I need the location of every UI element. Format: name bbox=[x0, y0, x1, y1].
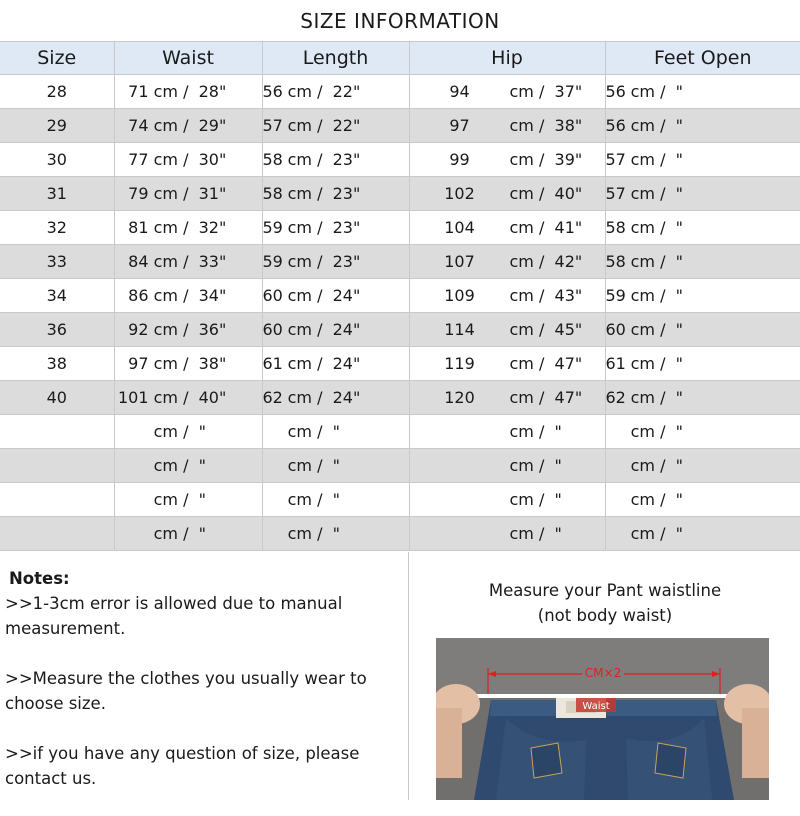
cm-unit: cm / bbox=[630, 116, 676, 135]
length-inch: 23 bbox=[332, 252, 353, 271]
cm-unit: cm / bbox=[630, 218, 676, 237]
length-cell bbox=[262, 415, 409, 449]
cm-unit: cm / bbox=[153, 82, 199, 101]
inch-mark: " bbox=[218, 388, 227, 407]
waist-cm: 71 bbox=[128, 82, 149, 101]
size-cell bbox=[0, 483, 114, 517]
waist-cm: 81 bbox=[128, 218, 149, 237]
table-row bbox=[0, 517, 800, 551]
length-inch: 24 bbox=[332, 388, 353, 407]
waist-cm: 79 bbox=[128, 184, 149, 203]
inch-mark: " bbox=[332, 524, 340, 543]
waist-cell bbox=[114, 313, 262, 347]
feet-open-cell bbox=[605, 347, 800, 381]
cm-unit: cm / bbox=[509, 524, 555, 543]
cm-unit: cm / bbox=[509, 184, 555, 203]
hip-cm: 94 bbox=[449, 82, 470, 101]
inch-mark: " bbox=[218, 218, 227, 237]
inch-mark: " bbox=[675, 184, 683, 203]
feet-cm: 57 bbox=[605, 184, 626, 203]
waist-inch: 31 bbox=[198, 184, 219, 203]
cm-unit: cm / bbox=[287, 218, 333, 237]
inch-mark: " bbox=[574, 354, 583, 373]
cm-unit: cm / bbox=[153, 218, 199, 237]
hip-inch: 47 bbox=[554, 388, 575, 407]
waist-inch: 36 bbox=[198, 320, 219, 339]
length-cm: 59 bbox=[262, 252, 283, 271]
cm-unit: cm / bbox=[153, 456, 199, 475]
waist-cell bbox=[114, 517, 262, 551]
waist-inch: 29 bbox=[198, 116, 219, 135]
table-row bbox=[0, 279, 800, 313]
feet-open-cell bbox=[605, 313, 800, 347]
cm-unit: cm / bbox=[509, 320, 555, 339]
feet-cm: 57 bbox=[605, 150, 626, 169]
hip-cm: 104 bbox=[444, 218, 475, 237]
cm-unit: cm / bbox=[287, 388, 333, 407]
inch-mark: " bbox=[352, 82, 361, 101]
inch-mark: " bbox=[352, 388, 361, 407]
inch-mark: " bbox=[554, 524, 562, 543]
size-chart-table bbox=[0, 41, 800, 551]
cm-unit: cm / bbox=[287, 490, 333, 509]
hip-cm: 99 bbox=[449, 150, 470, 169]
feet-open-cell bbox=[605, 381, 800, 415]
table-row bbox=[0, 109, 800, 143]
feet-open-cell bbox=[605, 211, 800, 245]
hip-cm: 114 bbox=[444, 320, 475, 339]
inch-mark: " bbox=[352, 286, 361, 305]
inch-mark: " bbox=[574, 218, 583, 237]
inch-mark: " bbox=[352, 184, 361, 203]
length-cm: 60 bbox=[262, 320, 283, 339]
cm-unit: cm / bbox=[153, 116, 199, 135]
cm-unit: cm / bbox=[287, 422, 333, 441]
header-waist: Waist bbox=[114, 42, 262, 75]
hip-inch: 40 bbox=[554, 184, 575, 203]
table-row bbox=[0, 381, 800, 415]
cm-unit: cm / bbox=[509, 116, 555, 135]
size-cell bbox=[0, 415, 114, 449]
hip-cm: 120 bbox=[444, 388, 475, 407]
inch-mark: " bbox=[675, 252, 683, 271]
hip-cm: 109 bbox=[444, 286, 475, 305]
cm-unit: cm / bbox=[630, 82, 676, 101]
hip-inch: 47 bbox=[554, 354, 575, 373]
measure-line-2: (not body waist) bbox=[537, 606, 673, 625]
cm-unit: cm / bbox=[509, 490, 555, 509]
cm-unit: cm / bbox=[153, 388, 199, 407]
header-length: Length bbox=[262, 42, 409, 75]
inch-mark: " bbox=[198, 524, 206, 543]
table-row bbox=[0, 415, 800, 449]
table-row bbox=[0, 313, 800, 347]
inch-mark: " bbox=[352, 320, 361, 339]
inch-mark: " bbox=[352, 252, 361, 271]
cm-unit: cm / bbox=[287, 82, 333, 101]
waist-inch: 32 bbox=[198, 218, 219, 237]
length-cell bbox=[262, 109, 409, 143]
inch-mark: " bbox=[574, 388, 583, 407]
inch-mark: " bbox=[675, 422, 683, 441]
feet-open-cell bbox=[605, 279, 800, 313]
inch-mark: " bbox=[574, 82, 583, 101]
header-feet-open: Feet Open bbox=[605, 42, 800, 75]
length-cell bbox=[262, 517, 409, 551]
hip-cell bbox=[409, 245, 605, 279]
waist-cm: 86 bbox=[128, 286, 149, 305]
measure-line-1: Measure your Pant waistline bbox=[488, 581, 722, 600]
cm-unit: cm / bbox=[287, 354, 333, 373]
inch-mark: " bbox=[218, 82, 227, 101]
size-cell: 30 bbox=[0, 143, 114, 177]
hip-cell bbox=[409, 415, 605, 449]
waistline-illustration bbox=[436, 638, 769, 800]
inch-mark: " bbox=[574, 116, 583, 135]
table-row bbox=[0, 211, 800, 245]
inch-mark: " bbox=[198, 490, 206, 509]
inch-mark: " bbox=[554, 456, 562, 475]
inch-mark: " bbox=[198, 422, 206, 441]
hip-cell bbox=[409, 211, 605, 245]
feet-cm: 58 bbox=[605, 252, 626, 271]
header-hip: Hip bbox=[409, 42, 605, 75]
waist-inch: 28 bbox=[198, 82, 219, 101]
cm-unit: cm / bbox=[509, 286, 555, 305]
waist-cell bbox=[114, 109, 262, 143]
length-inch: 22 bbox=[332, 82, 353, 101]
size-cell: 36 bbox=[0, 313, 114, 347]
cm-unit: cm / bbox=[287, 150, 333, 169]
cm-unit: cm / bbox=[630, 150, 676, 169]
feet-cm: 60 bbox=[605, 320, 626, 339]
inch-mark: " bbox=[675, 116, 683, 135]
inch-mark: " bbox=[675, 82, 683, 101]
waist-tag-text: Waist bbox=[582, 701, 610, 712]
inch-mark: " bbox=[675, 218, 683, 237]
cm-unit: cm / bbox=[153, 524, 199, 543]
size-cell bbox=[0, 449, 114, 483]
table-row bbox=[0, 245, 800, 279]
waist-inch: 38 bbox=[198, 354, 219, 373]
hip-cell bbox=[409, 109, 605, 143]
cm-unit: cm / bbox=[509, 150, 555, 169]
waist-cell bbox=[114, 211, 262, 245]
cm-unit: cm / bbox=[630, 524, 676, 543]
cm-unit: cm / bbox=[630, 388, 676, 407]
length-inch: 24 bbox=[332, 286, 353, 305]
inch-mark: " bbox=[218, 184, 227, 203]
waist-inch: 34 bbox=[198, 286, 219, 305]
waist-cm: 84 bbox=[128, 252, 149, 271]
cm-unit: cm / bbox=[287, 456, 333, 475]
feet-cm: 58 bbox=[605, 218, 626, 237]
length-cell bbox=[262, 449, 409, 483]
table-header-row bbox=[0, 42, 800, 75]
inch-mark: " bbox=[218, 320, 227, 339]
hip-inch: 45 bbox=[554, 320, 575, 339]
size-cell: 34 bbox=[0, 279, 114, 313]
cm-unit: cm / bbox=[630, 354, 676, 373]
notes-divider bbox=[408, 552, 409, 800]
cm-unit: cm / bbox=[509, 388, 555, 407]
length-cell bbox=[262, 75, 409, 109]
feet-open-cell bbox=[605, 75, 800, 109]
waist-cm: 92 bbox=[128, 320, 149, 339]
waist-cell bbox=[114, 483, 262, 517]
hip-inch: 43 bbox=[554, 286, 575, 305]
hip-cm: 107 bbox=[444, 252, 475, 271]
hip-cell bbox=[409, 313, 605, 347]
cm-unit: cm / bbox=[630, 320, 676, 339]
waist-cell bbox=[114, 75, 262, 109]
cm-unit: cm / bbox=[509, 82, 555, 101]
measure-instructions bbox=[410, 578, 800, 628]
length-inch: 23 bbox=[332, 184, 353, 203]
waist-inch: 33 bbox=[198, 252, 219, 271]
cm-unit: cm / bbox=[509, 354, 555, 373]
feet-open-cell bbox=[605, 143, 800, 177]
hip-cm: 102 bbox=[444, 184, 475, 203]
hip-cell bbox=[409, 347, 605, 381]
cm-unit: cm / bbox=[509, 422, 555, 441]
inch-mark: " bbox=[574, 150, 583, 169]
hip-inch: 42 bbox=[554, 252, 575, 271]
length-cell bbox=[262, 245, 409, 279]
feet-open-cell bbox=[605, 449, 800, 483]
waist-cm: 101 bbox=[117, 388, 149, 407]
cm-unit: cm / bbox=[153, 490, 199, 509]
inch-mark: " bbox=[675, 490, 683, 509]
length-cell bbox=[262, 211, 409, 245]
inch-mark: " bbox=[675, 286, 683, 305]
inch-mark: " bbox=[675, 320, 683, 339]
inch-mark: " bbox=[332, 422, 340, 441]
size-cell bbox=[0, 517, 114, 551]
inch-mark: " bbox=[352, 354, 361, 373]
length-inch: 23 bbox=[332, 218, 353, 237]
cm-unit: cm / bbox=[153, 320, 199, 339]
hip-cell bbox=[409, 143, 605, 177]
header-size: Size bbox=[0, 42, 114, 75]
inch-mark: " bbox=[352, 116, 361, 135]
feet-cm: 59 bbox=[605, 286, 626, 305]
cm-unit: cm / bbox=[630, 490, 676, 509]
waist-inch: 30 bbox=[198, 150, 219, 169]
cm-unit: cm / bbox=[287, 116, 333, 135]
cm-unit: cm / bbox=[153, 422, 199, 441]
hip-cm: 97 bbox=[449, 116, 470, 135]
size-cell: 38 bbox=[0, 347, 114, 381]
waist-cm: 77 bbox=[128, 150, 149, 169]
length-cell bbox=[262, 347, 409, 381]
length-cm: 59 bbox=[262, 218, 283, 237]
note-item: >>Measure the clothes you usually wear to choose size. bbox=[5, 669, 367, 713]
hip-inch: 39 bbox=[554, 150, 575, 169]
waist-cell bbox=[114, 245, 262, 279]
length-cell bbox=[262, 279, 409, 313]
hip-cell bbox=[409, 483, 605, 517]
page-title: SIZE INFORMATION bbox=[300, 9, 500, 33]
waist-cell bbox=[114, 449, 262, 483]
waist-cell bbox=[114, 381, 262, 415]
cm-unit: cm / bbox=[153, 252, 199, 271]
cm-unit: cm / bbox=[153, 286, 199, 305]
inch-mark: " bbox=[574, 320, 583, 339]
cm-unit: cm / bbox=[630, 422, 676, 441]
cm-unit: cm / bbox=[509, 252, 555, 271]
inch-mark: " bbox=[332, 456, 340, 475]
inch-mark: " bbox=[332, 490, 340, 509]
size-cell: 29 bbox=[0, 109, 114, 143]
cm-unit: cm / bbox=[287, 320, 333, 339]
waist-cm: 97 bbox=[128, 354, 149, 373]
hip-cell bbox=[409, 381, 605, 415]
length-inch: 23 bbox=[332, 150, 353, 169]
inch-mark: " bbox=[675, 354, 683, 373]
length-cell bbox=[262, 177, 409, 211]
cm-unit: cm / bbox=[509, 218, 555, 237]
waistline-photo bbox=[436, 638, 769, 800]
table-row bbox=[0, 143, 800, 177]
feet-open-cell bbox=[605, 109, 800, 143]
length-cm: 62 bbox=[262, 388, 283, 407]
inch-mark: " bbox=[218, 286, 227, 305]
cm-unit: cm / bbox=[287, 184, 333, 203]
hip-inch: 41 bbox=[554, 218, 575, 237]
inch-mark: " bbox=[574, 184, 583, 203]
waist-cell bbox=[114, 279, 262, 313]
length-cell bbox=[262, 381, 409, 415]
cm-unit: cm / bbox=[630, 286, 676, 305]
photo-label: CM×2 bbox=[584, 666, 622, 680]
size-cell: 31 bbox=[0, 177, 114, 211]
size-cell: 28 bbox=[0, 75, 114, 109]
inch-mark: " bbox=[554, 422, 562, 441]
notes-section bbox=[5, 566, 400, 816]
inch-mark: " bbox=[218, 252, 227, 271]
size-cell: 33 bbox=[0, 245, 114, 279]
inch-mark: " bbox=[198, 456, 206, 475]
inch-mark: " bbox=[574, 252, 583, 271]
cm-unit: cm / bbox=[630, 184, 676, 203]
feet-open-cell bbox=[605, 177, 800, 211]
table-row bbox=[0, 483, 800, 517]
cm-unit: cm / bbox=[153, 354, 199, 373]
size-cell: 32 bbox=[0, 211, 114, 245]
note-item: >>1-3cm error is allowed due to manual measurement. bbox=[5, 594, 343, 638]
table-row bbox=[0, 177, 800, 211]
table-row bbox=[0, 449, 800, 483]
feet-cm: 56 bbox=[605, 82, 626, 101]
waist-cell bbox=[114, 177, 262, 211]
hip-cm: 119 bbox=[444, 354, 475, 373]
hip-cell bbox=[409, 75, 605, 109]
inch-mark: " bbox=[574, 286, 583, 305]
cm-unit: cm / bbox=[287, 524, 333, 543]
cm-unit: cm / bbox=[509, 456, 555, 475]
feet-open-cell bbox=[605, 517, 800, 551]
inch-mark: " bbox=[218, 354, 227, 373]
hip-inch: 37 bbox=[554, 82, 575, 101]
cm-unit: cm / bbox=[153, 184, 199, 203]
inch-mark: " bbox=[554, 490, 562, 509]
cm-unit: cm / bbox=[630, 252, 676, 271]
length-cm: 58 bbox=[262, 184, 283, 203]
feet-cm: 62 bbox=[605, 388, 626, 407]
length-cell bbox=[262, 143, 409, 177]
inch-mark: " bbox=[218, 116, 227, 135]
waist-cell bbox=[114, 415, 262, 449]
inch-mark: " bbox=[675, 388, 683, 407]
cm-unit: cm / bbox=[153, 150, 199, 169]
length-cm: 56 bbox=[262, 82, 283, 101]
inch-mark: " bbox=[352, 150, 361, 169]
inch-mark: " bbox=[218, 150, 227, 169]
length-cell bbox=[262, 313, 409, 347]
feet-cm: 56 bbox=[605, 116, 626, 135]
feet-open-cell bbox=[605, 245, 800, 279]
waist-cell bbox=[114, 143, 262, 177]
table-row bbox=[0, 347, 800, 381]
hip-cell bbox=[409, 177, 605, 211]
length-inch: 22 bbox=[332, 116, 353, 135]
cm-unit: cm / bbox=[630, 456, 676, 475]
waist-cm: 74 bbox=[128, 116, 149, 135]
length-cm: 61 bbox=[262, 354, 283, 373]
waist-inch: 40 bbox=[198, 388, 219, 407]
length-inch: 24 bbox=[332, 354, 353, 373]
length-cm: 60 bbox=[262, 286, 283, 305]
inch-mark: " bbox=[675, 456, 683, 475]
length-cm: 57 bbox=[262, 116, 283, 135]
waist-cell bbox=[114, 347, 262, 381]
inch-mark: " bbox=[675, 524, 683, 543]
feet-cm: 61 bbox=[605, 354, 626, 373]
hip-cell bbox=[409, 279, 605, 313]
length-inch: 24 bbox=[332, 320, 353, 339]
cm-unit: cm / bbox=[287, 252, 333, 271]
hip-inch: 38 bbox=[554, 116, 575, 135]
feet-open-cell bbox=[605, 483, 800, 517]
table-row bbox=[0, 75, 800, 109]
inch-mark: " bbox=[352, 218, 361, 237]
length-cm: 58 bbox=[262, 150, 283, 169]
hip-cell bbox=[409, 517, 605, 551]
notes-heading: Notes: bbox=[9, 569, 70, 588]
inch-mark: " bbox=[675, 150, 683, 169]
feet-open-cell bbox=[605, 415, 800, 449]
hip-cell bbox=[409, 449, 605, 483]
size-cell: 40 bbox=[0, 381, 114, 415]
note-item: >>if you have any question of size, please contact us. bbox=[5, 744, 360, 788]
cm-unit: cm / bbox=[287, 286, 333, 305]
length-cell bbox=[262, 483, 409, 517]
